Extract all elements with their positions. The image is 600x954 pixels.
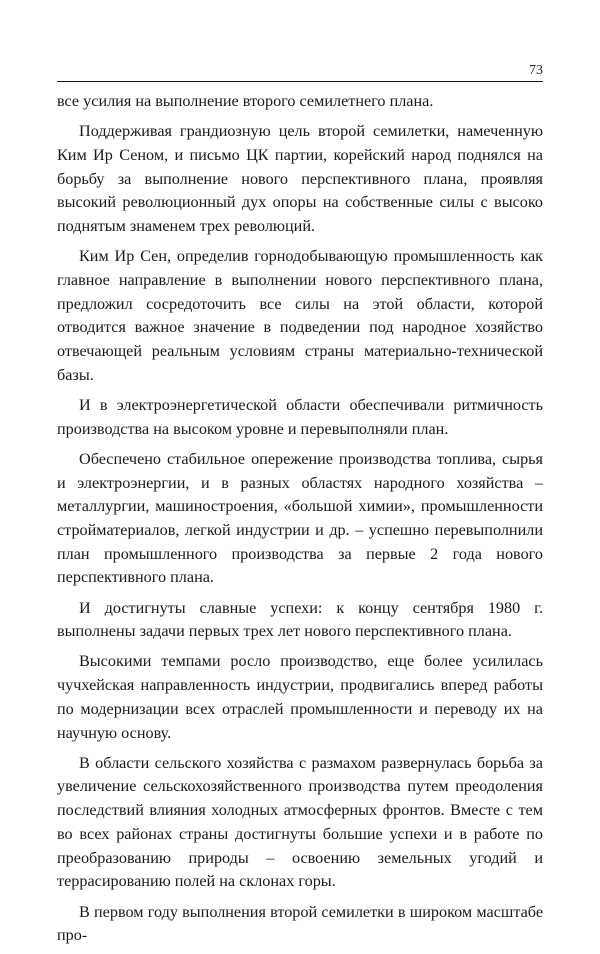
paragraph: В области сельского хозяйства с размахом развернулась борьба за увеличение сельскохозяйственного производства путем преодоления последствий влияния холодных атмосферных фронтов. Вместе с тем во всех районах страны достигнуты большие успехи и в работе по преобразованию природы – освоению земельных угодий и террасированию полей на склонах горы. [57,753,543,891]
paragraph: И достигнуты славные успехи: к концу сентября 1980 г. выполнены задачи первых трех лет нового перспективного плана. [57,598,543,641]
paragraph-continuation: все усилия на выполнение второго семилетнего плана. [57,92,434,110]
body-text [57,90,543,954]
paragraph: И в электроэнергетической области обеспечивали ритмичность производства на высоком уровне и перевыполняли план. [57,395,543,438]
paragraph: Ким Ир Сен, определив горнодобывающую промышленность как главное направление в выполнении нового перспективного плана, предложил сосредоточить все силы на этой области, которой отводится важное значение в подведении под народное хозяйство отвечающей реальным условиям страны материально-технической базы. [57,247,543,384]
header-rule [57,81,543,82]
paragraph: Высокими темпами росло производство, еще более усилилась чучхейская направленность индустрии, продвигались вперед работы по модернизации всех отраслей промышленности и переводу их на научную основу. [57,652,543,742]
page-number: 73 [529,63,543,78]
paragraph: Обеспечено стабильное опережение производства топлива, сырья и электроэнергии, и в разных областях народного хозяйства – металлургии, машиностроения, «большой химии», промышленности стройматериалов, легкой индустрии и др. – успешно перевыполнили план промышленного производства за первые 2 года нового перспективного плана. [57,449,543,587]
paragraph: Поддерживая грандиозную цель второй семилетки, намеченную Ким Ир Сеном, и письмо ЦК партии, корейский народ поднялся на борьбу за выполнение нового перспективного плана, проявляя высокий революционный дух опоры на собственные силы с высоко поднятым знаменем трех революций. [57,122,543,236]
paragraph: В первом году выполнения второй семилетки в широком масштабе про- [57,902,543,945]
